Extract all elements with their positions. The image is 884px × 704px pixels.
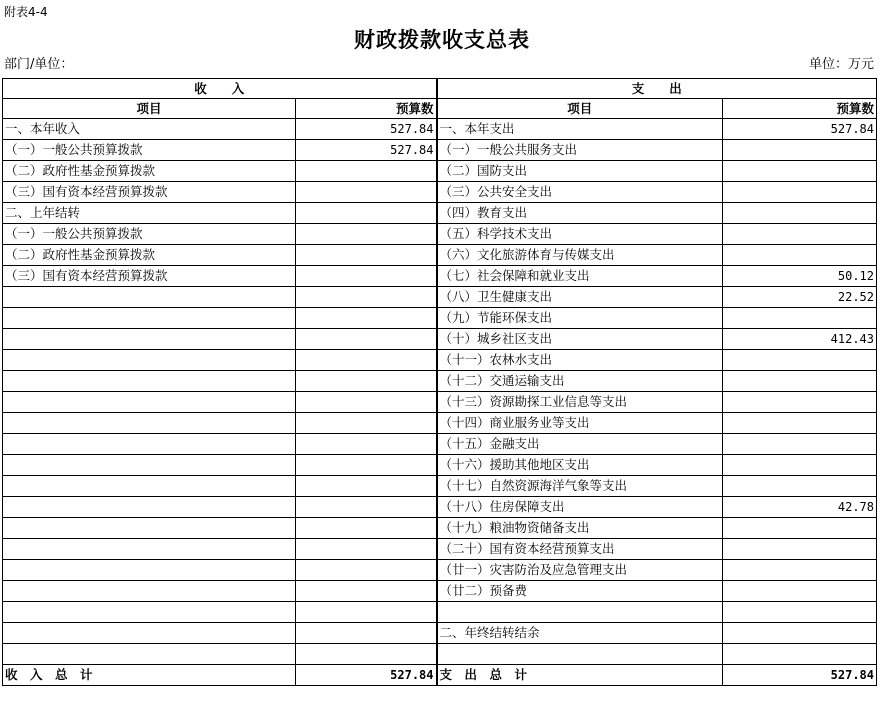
page-title: 财政拨款收支总表 [354, 27, 530, 52]
unit-label: 单位：万元 [808, 57, 874, 72]
table-row [3, 497, 877, 518]
income-item-cell [3, 392, 296, 413]
expense-value-cell [723, 224, 877, 245]
expense-value-cell [723, 560, 877, 581]
income-value-cell [296, 266, 437, 287]
income-item-cell: （二）政府性基金预算拨款 [3, 161, 296, 182]
table-row [3, 476, 877, 497]
income-item-cell: （三）国有资本经营预算拨款 [3, 182, 296, 203]
income-budget-header: 预算数 [296, 99, 437, 119]
income-total-value: 527.84 [296, 665, 437, 686]
table-row [3, 119, 877, 140]
table-row [3, 539, 877, 560]
expense-value-cell [723, 644, 877, 665]
table-row [3, 455, 877, 476]
expense-value-cell: 22.52 [723, 287, 877, 308]
income-item-cell [3, 455, 296, 476]
expense-value-cell [723, 392, 877, 413]
expense-section-header: 支 出 [437, 79, 877, 99]
table-row [3, 392, 877, 413]
expense-item-cell [437, 602, 723, 623]
table-row [3, 140, 877, 161]
income-item-cell: （一）一般公共预算拨款 [3, 224, 296, 245]
expense-value-cell [723, 308, 877, 329]
income-item-cell [3, 602, 296, 623]
expense-item-cell: （十二）交通运输支出 [437, 371, 723, 392]
income-item-cell: 一、本年收入 [3, 119, 296, 140]
expense-value-cell [723, 182, 877, 203]
income-value-cell [296, 182, 437, 203]
expense-value-cell [723, 434, 877, 455]
income-value-cell [296, 245, 437, 266]
income-item-header: 项目 [3, 99, 296, 119]
income-value-cell: 527.84 [296, 119, 437, 140]
expense-item-cell: （一）一般公共服务支出 [437, 140, 723, 161]
expense-value-cell [723, 161, 877, 182]
expense-item-cell: （廿一）灾害防治及应急管理支出 [437, 560, 723, 581]
income-value-cell [296, 434, 437, 455]
table-row [3, 413, 877, 434]
expense-value-cell [723, 245, 877, 266]
income-item-cell [3, 476, 296, 497]
income-item-cell [3, 518, 296, 539]
expense-value-cell: 412.43 [723, 329, 877, 350]
expense-item-cell: （十八）住房保障支出 [437, 497, 723, 518]
table-row [3, 224, 877, 245]
table-row [3, 581, 877, 602]
expense-item-cell: （十五）金融支出 [437, 434, 723, 455]
expense-item-cell: （十四）商业服务业等支出 [437, 413, 723, 434]
table-row [3, 287, 877, 308]
income-item-cell [3, 434, 296, 455]
expense-item-cell: （五）科学技术支出 [437, 224, 723, 245]
income-value-cell [296, 371, 437, 392]
income-item-cell [3, 623, 296, 644]
income-item-cell: 二、上年结转 [3, 203, 296, 224]
expense-item-cell: （二十）国有资本经营预算支出 [437, 539, 723, 560]
income-value-cell [296, 224, 437, 245]
income-item-cell [3, 644, 296, 665]
income-value-cell [296, 287, 437, 308]
department-label: 部门/单位： [4, 57, 74, 72]
expense-item-cell: （十一）农林水支出 [437, 350, 723, 371]
table-row [3, 371, 877, 392]
income-item-cell [3, 287, 296, 308]
expense-budget-header: 预算数 [723, 99, 877, 119]
table-row [3, 182, 877, 203]
table-row [3, 644, 877, 665]
expense-item-cell: 二、年终结转结余 [437, 623, 723, 644]
income-item-cell [3, 413, 296, 434]
expense-value-cell [723, 413, 877, 434]
income-value-cell [296, 308, 437, 329]
expense-value-cell [723, 140, 877, 161]
expense-value-cell [723, 371, 877, 392]
expense-item-cell: （四）教育支出 [437, 203, 723, 224]
table-row [3, 203, 877, 224]
expense-item-cell: （二）国防支出 [437, 161, 723, 182]
income-value-cell [296, 392, 437, 413]
income-value-cell [296, 602, 437, 623]
income-value-cell [296, 476, 437, 497]
expense-item-cell: （十）城乡社区支出 [437, 329, 723, 350]
table-row [3, 518, 877, 539]
expense-item-cell: （六）文化旅游体育与传媒支出 [437, 245, 723, 266]
income-value-cell [296, 455, 437, 476]
income-value-cell [296, 560, 437, 581]
table-row [3, 434, 877, 455]
income-section-header: 收 入 [3, 79, 437, 99]
expense-item-cell: （七）社会保障和就业支出 [437, 266, 723, 287]
income-value-cell: 527.84 [296, 140, 437, 161]
expense-item-cell: （八）卫生健康支出 [437, 287, 723, 308]
expense-total-value: 527.84 [723, 665, 877, 686]
income-item-cell [3, 560, 296, 581]
expense-value-cell [723, 350, 877, 371]
income-value-cell [296, 161, 437, 182]
expense-item-cell: （十六）援助其他地区支出 [437, 455, 723, 476]
expense-item-cell: 一、本年支出 [437, 119, 723, 140]
income-item-cell [3, 539, 296, 560]
expense-value-cell: 50.12 [723, 266, 877, 287]
income-value-cell [296, 413, 437, 434]
expense-item-header: 项目 [437, 99, 723, 119]
income-item-cell [3, 581, 296, 602]
table-body [3, 119, 877, 665]
income-item-cell [3, 329, 296, 350]
expense-item-cell: （九）节能环保支出 [437, 308, 723, 329]
income-item-cell: （三）国有资本经营预算拨款 [3, 266, 296, 287]
total-row [3, 665, 877, 686]
income-value-cell [296, 497, 437, 518]
income-item-cell [3, 497, 296, 518]
income-value-cell [296, 623, 437, 644]
expense-item-cell: （十三）资源勘探工业信息等支出 [437, 392, 723, 413]
appendix-label: 附表4-4 [4, 5, 48, 19]
expense-item-cell: （三）公共安全支出 [437, 182, 723, 203]
budget-table [2, 78, 877, 686]
income-value-cell [296, 350, 437, 371]
expense-value-cell [723, 581, 877, 602]
income-total-label: 收 入 总 计 [3, 665, 296, 686]
income-item-cell [3, 308, 296, 329]
income-item-cell [3, 350, 296, 371]
table-row [3, 161, 877, 182]
table-row [3, 602, 877, 623]
expense-value-cell [723, 455, 877, 476]
income-value-cell [296, 203, 437, 224]
income-value-cell [296, 518, 437, 539]
income-item-cell: （一）一般公共预算拨款 [3, 140, 296, 161]
table-row [3, 623, 877, 644]
expense-value-cell: 42.78 [723, 497, 877, 518]
expense-item-cell: （廿二）预备费 [437, 581, 723, 602]
expense-value-cell [723, 539, 877, 560]
expense-item-cell: （十七）自然资源海洋气象等支出 [437, 476, 723, 497]
table-row [3, 266, 877, 287]
expense-total-label: 支 出 总 计 [437, 665, 723, 686]
expense-value-cell [723, 623, 877, 644]
expense-item-cell [437, 644, 723, 665]
expense-value-cell [723, 602, 877, 623]
expense-value-cell: 527.84 [723, 119, 877, 140]
table-row [3, 560, 877, 581]
table-row [3, 245, 877, 266]
income-value-cell [296, 539, 437, 560]
income-item-cell: （二）政府性基金预算拨款 [3, 245, 296, 266]
income-item-cell [3, 371, 296, 392]
income-value-cell [296, 644, 437, 665]
table-row [3, 329, 877, 350]
expense-value-cell [723, 476, 877, 497]
expense-item-cell: （十九）粮油物资储备支出 [437, 518, 723, 539]
income-value-cell [296, 581, 437, 602]
expense-value-cell [723, 203, 877, 224]
table-row [3, 350, 877, 371]
income-value-cell [296, 329, 437, 350]
table-row [3, 308, 877, 329]
expense-value-cell [723, 518, 877, 539]
